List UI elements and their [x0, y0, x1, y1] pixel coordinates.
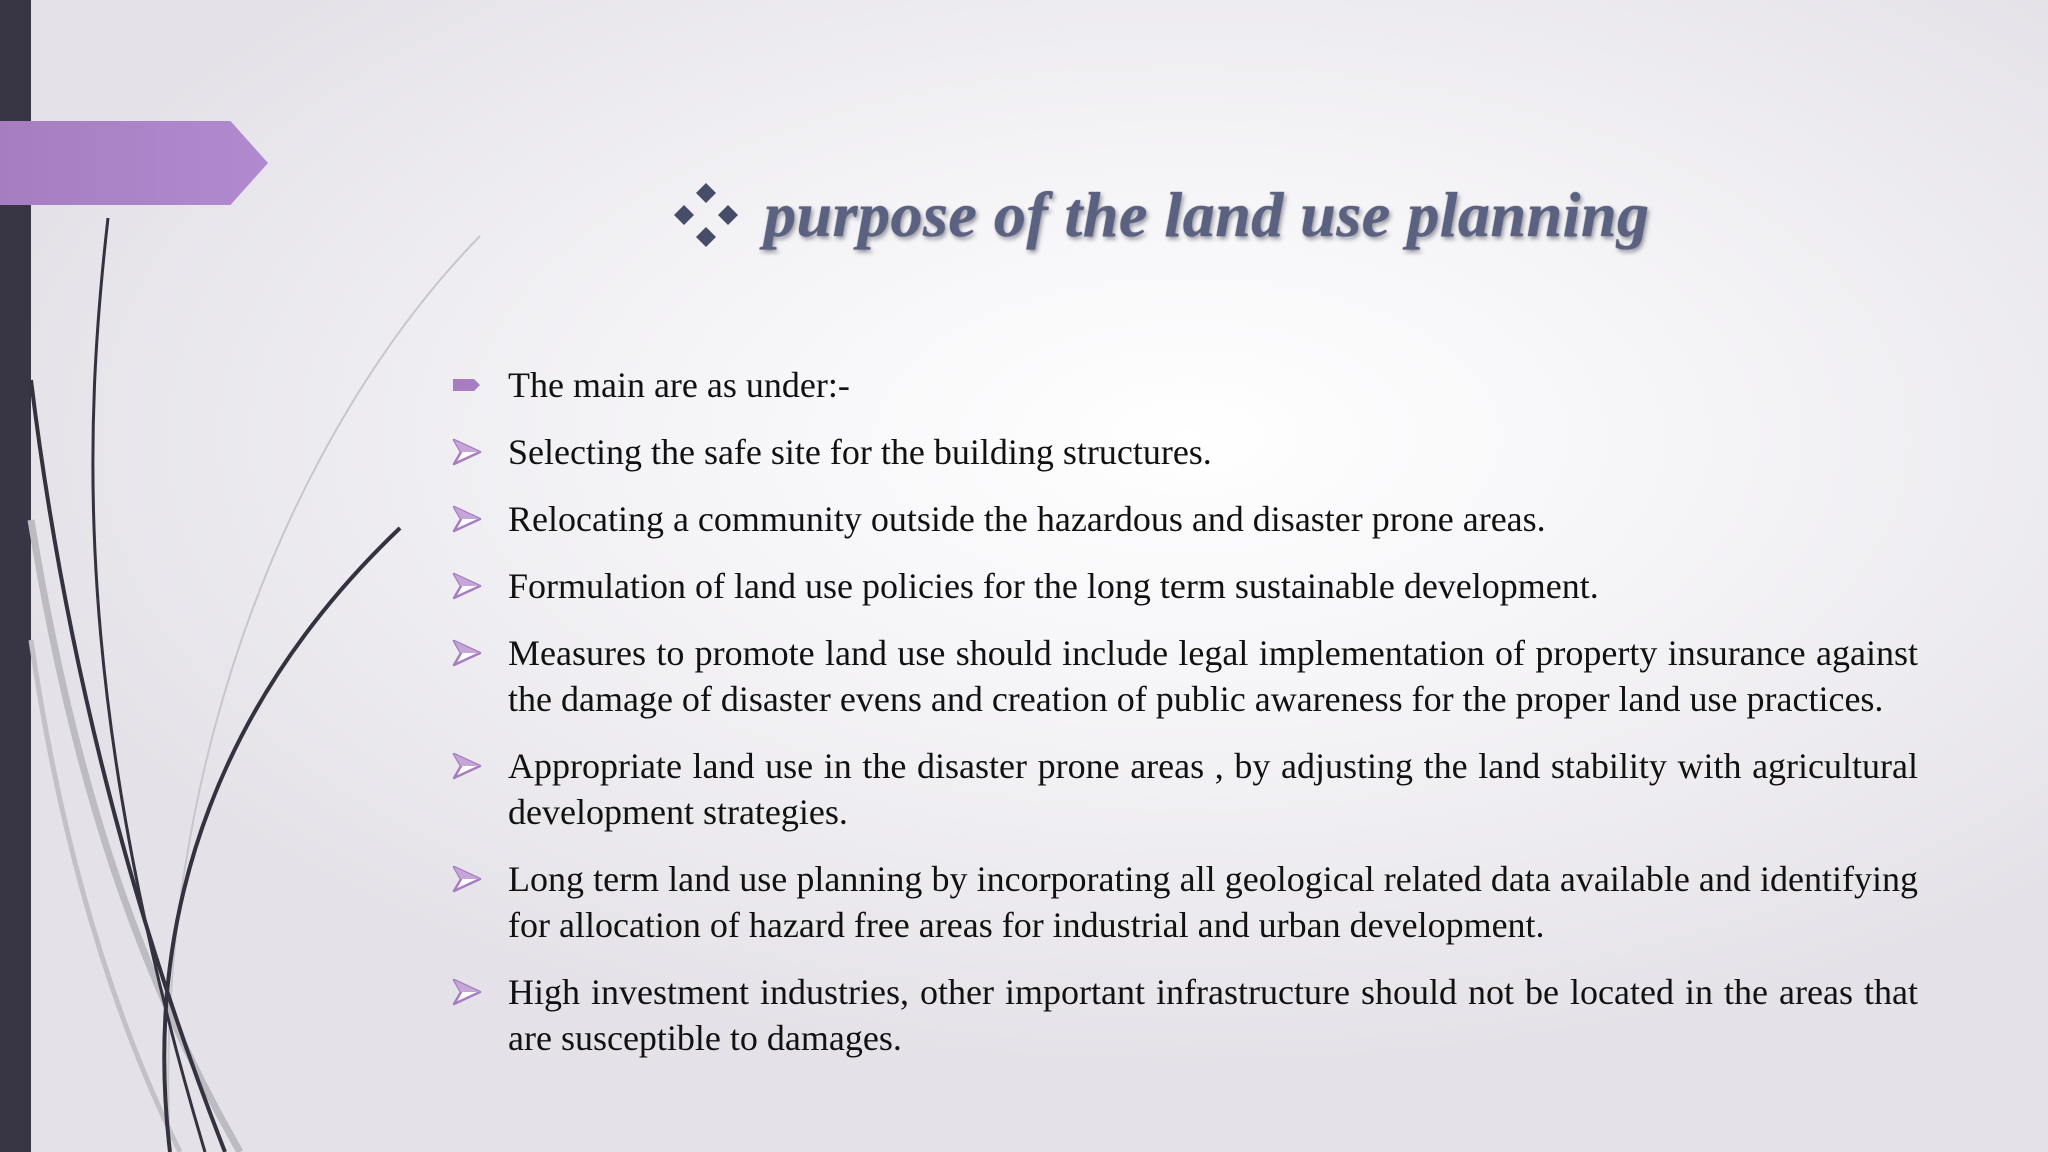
- arrowhead-bullet-icon: [452, 862, 482, 896]
- four-diamonds-icon: [670, 179, 742, 251]
- curve-dark-2: [93, 218, 205, 1152]
- list-item-text: Appropriate land use in the disaster prone areas , by adjusting the land stability with agricultural development strategies.: [508, 746, 1918, 832]
- curve-light-3: [31, 640, 180, 1152]
- curve-dark-3: [31, 380, 225, 1152]
- list-item-text: Measures to promote land use should include legal implementation of property insurance against the damage of disaster evens and creation of public awareness for the proper land use practices.: [508, 633, 1918, 719]
- arrowhead-bullet-icon: [452, 569, 482, 603]
- list-item-lead: [448, 362, 1918, 408]
- list-item: [448, 496, 1918, 542]
- curve-light-2: [31, 520, 240, 1152]
- arrowhead-bullet-icon: [452, 749, 482, 783]
- list-item: [448, 969, 1918, 1061]
- arrowhead-bullet-icon: [452, 636, 482, 670]
- curve-dark-1: [164, 528, 400, 1152]
- list-item-text: Formulation of land use policies for the long term sustainable development.: [508, 566, 1599, 606]
- list-item-text: The main are as under:-: [508, 365, 850, 405]
- bullet-list: [448, 362, 1918, 1082]
- list-item-text: Selecting the safe site for the building structures.: [508, 432, 1212, 472]
- title-text: purpose of the land use planning: [764, 179, 1650, 250]
- slide-title: [670, 160, 1650, 270]
- list-item: [448, 856, 1918, 948]
- accent-tag-shape: [0, 121, 268, 205]
- list-item-text: Long term land use planning by incorporating all geological related data available and identifying for allocation of hazard free areas for industrial and urban development.: [508, 859, 1918, 945]
- arrowhead-bullet-icon: [452, 975, 482, 1009]
- list-item: [448, 563, 1918, 609]
- arrowhead-bullet-icon: [452, 435, 482, 469]
- curve-light-1: [168, 236, 480, 1152]
- list-item: [448, 743, 1918, 835]
- list-item-text: High investment industries, other important infrastructure should not be located in the areas that are susceptible to damages.: [508, 972, 1918, 1058]
- list-item-text: Relocating a community outside the hazardous and disaster prone areas.: [508, 499, 1546, 539]
- arrowhead-bullet-icon: [452, 502, 482, 536]
- list-item: [448, 429, 1918, 475]
- tab-bullet-icon: [452, 368, 482, 402]
- list-item: [448, 630, 1918, 722]
